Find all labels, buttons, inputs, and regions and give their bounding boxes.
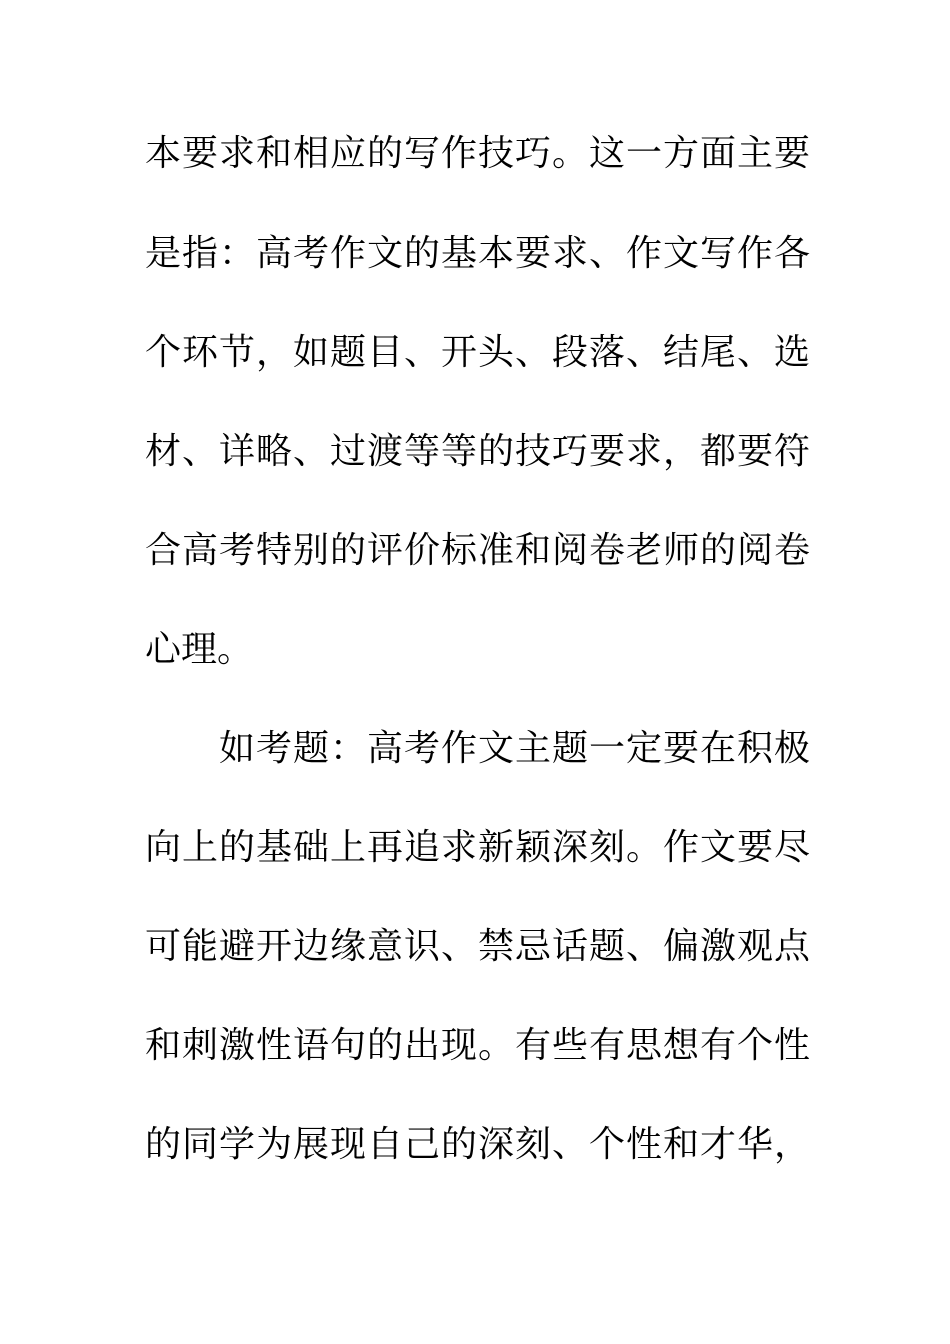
text-line: 的同学为展现自己的深刻、个性和才华， — [145, 1124, 810, 1165]
text-line: 材、详略、过渡等等的技巧要求，都要符 — [145, 431, 810, 472]
text-line: 如考题：高考作文主题一定要在积极 — [219, 728, 810, 769]
text-line: 本要求和相应的写作技巧。这一方面主要 — [145, 133, 810, 174]
text-line: 合高考特别的评价标准和阅卷老师的阅卷 — [145, 530, 810, 571]
text-line: 是指：高考作文的基本要求、作文写作各 — [145, 233, 810, 274]
text-line: 向上的基础上再追求新颖深刻。作文要尽 — [145, 827, 810, 868]
text-line: 心理。 — [145, 629, 254, 670]
text-line: 和刺激性语句的出现。有些有思想有个性 — [145, 1025, 810, 1066]
text-line: 个环节，如题目、开头、段落、结尾、选 — [145, 332, 810, 373]
text-line: 可能避开边缘意识、禁忌话题、偏激观点 — [145, 926, 810, 967]
